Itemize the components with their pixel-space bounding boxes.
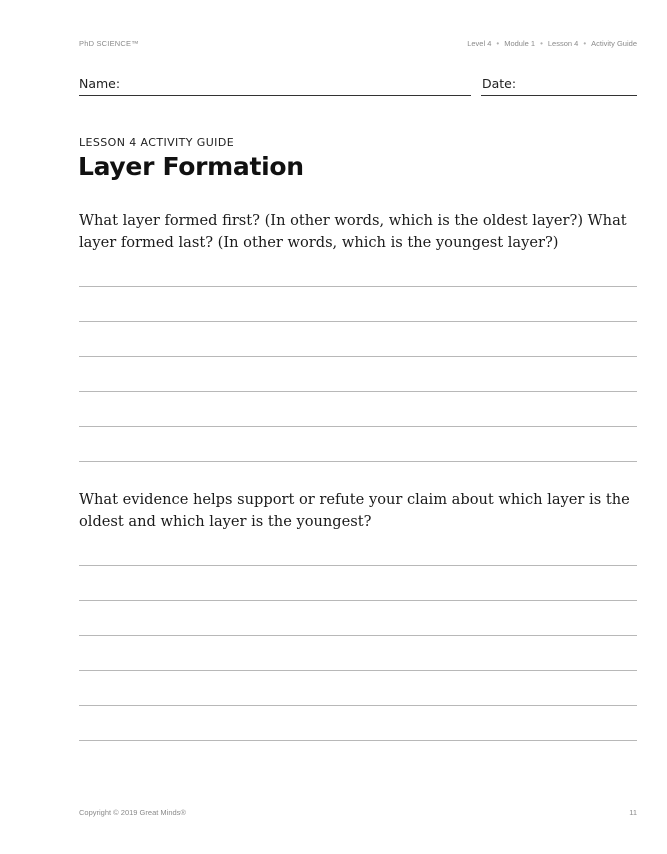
answer-line[interactable]: [79, 740, 637, 741]
answer-line[interactable]: [79, 321, 637, 322]
breadcrumb-guide: Activity Guide: [591, 39, 637, 48]
page-title: Layer Formation: [78, 152, 304, 181]
date-field[interactable]: [481, 95, 637, 96]
question-1: What layer formed first? (In other words, which is the oldest layer?) What layer formed last? (In other words, which is the youngest layer?): [79, 212, 627, 251]
answer-line[interactable]: [79, 565, 637, 566]
page-number: 11: [629, 808, 637, 817]
name-field[interactable]: [79, 95, 471, 96]
answer-line[interactable]: [79, 461, 637, 462]
breadcrumb-level: Level 4: [467, 39, 492, 48]
breadcrumb-module: Module 1: [504, 39, 536, 48]
answer-line[interactable]: [79, 600, 637, 601]
breadcrumb-separator: •: [583, 39, 587, 48]
answer-line[interactable]: [79, 356, 637, 357]
answer-line[interactable]: [79, 286, 637, 287]
name-label: Name:: [79, 76, 121, 91]
question-2: What evidence helps support or refute your claim about which layer is the oldest and which layer is the youngest?: [79, 491, 630, 530]
brand-label: PhD SCIENCE™: [79, 39, 139, 48]
date-label: Date:: [482, 76, 517, 91]
copyright-text: Copyright © 2019 Great Minds®: [79, 808, 186, 817]
breadcrumb-lesson: Lesson 4: [547, 39, 579, 48]
breadcrumb-separator: •: [496, 39, 500, 48]
breadcrumb: [467, 39, 637, 48]
answer-line[interactable]: [79, 670, 637, 671]
lesson-kicker: LESSON 4 ACTIVITY GUIDE: [79, 136, 235, 149]
answer-line[interactable]: [79, 635, 637, 636]
answer-line[interactable]: [79, 705, 637, 706]
answer-line[interactable]: [79, 391, 637, 392]
breadcrumb-separator: •: [540, 39, 543, 48]
answer-line[interactable]: [79, 426, 637, 427]
